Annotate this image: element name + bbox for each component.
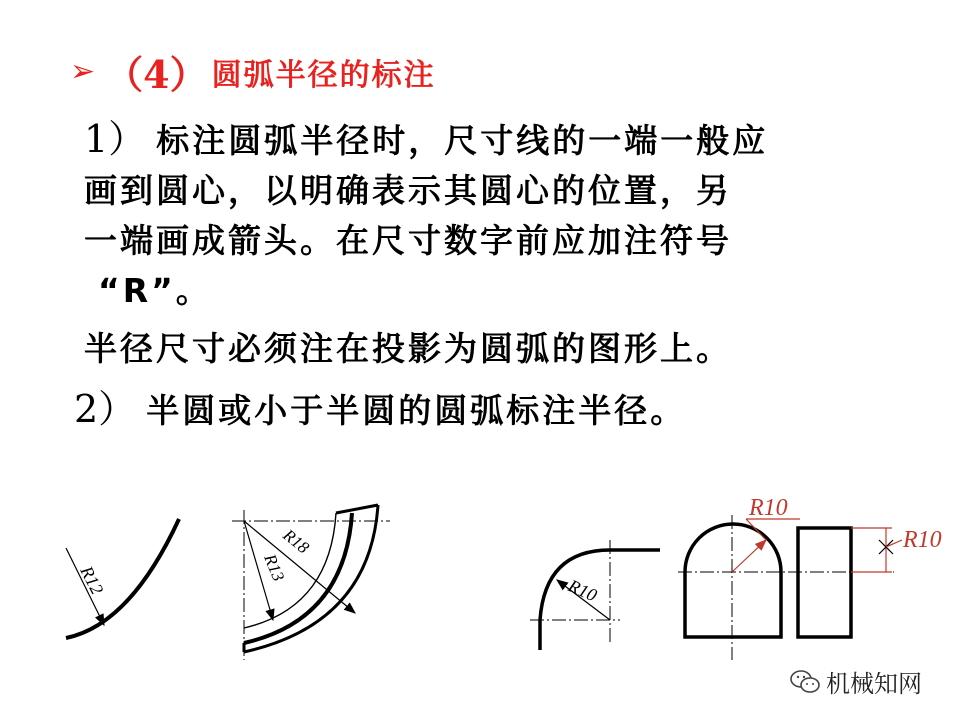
figure-r18-r13 <box>232 505 390 660</box>
fig2-label-outer: R18 <box>279 525 313 558</box>
watermark-text: 机械知网 <box>826 670 922 698</box>
wechat-icon <box>790 669 820 695</box>
fig5-label: R10 <box>903 527 942 553</box>
watermark <box>790 664 922 699</box>
heading-number: （4） <box>105 52 208 97</box>
fig3-label: R10 <box>565 575 601 606</box>
fig4-label: R10 <box>749 495 788 521</box>
item1-number: 1） <box>84 117 147 161</box>
item1-line-3: 一端画成箭头。在尺寸数字前应加注符号 <box>84 221 732 260</box>
item2-number: 2） <box>74 387 137 431</box>
figure-r10-rect <box>798 527 942 637</box>
item2-text: 半圆或小于半圆的圆弧标注半径。 <box>146 391 687 430</box>
item1-line-4: “R”。 <box>98 271 212 310</box>
fig2-label-inner: R13 <box>260 551 289 584</box>
heading-title: 圆弧半径的标注 <box>211 57 436 93</box>
fig1-label: R12 <box>76 562 108 598</box>
item1-line-1-text: 标注圆弧半径时，尺寸线的一端一般应 <box>156 121 769 160</box>
figure-r12 <box>66 519 179 638</box>
arrow-bullet-icon: ➢ <box>70 54 96 89</box>
figure-r10-semicircle <box>678 495 894 660</box>
figure-r10-arc <box>530 540 660 650</box>
note-line: 半径尺寸必须注在投影为圆弧的图形上。 <box>84 329 732 368</box>
item1-line-2: 画到圆心，以明确表示其圆心的位置，另 <box>84 171 732 210</box>
